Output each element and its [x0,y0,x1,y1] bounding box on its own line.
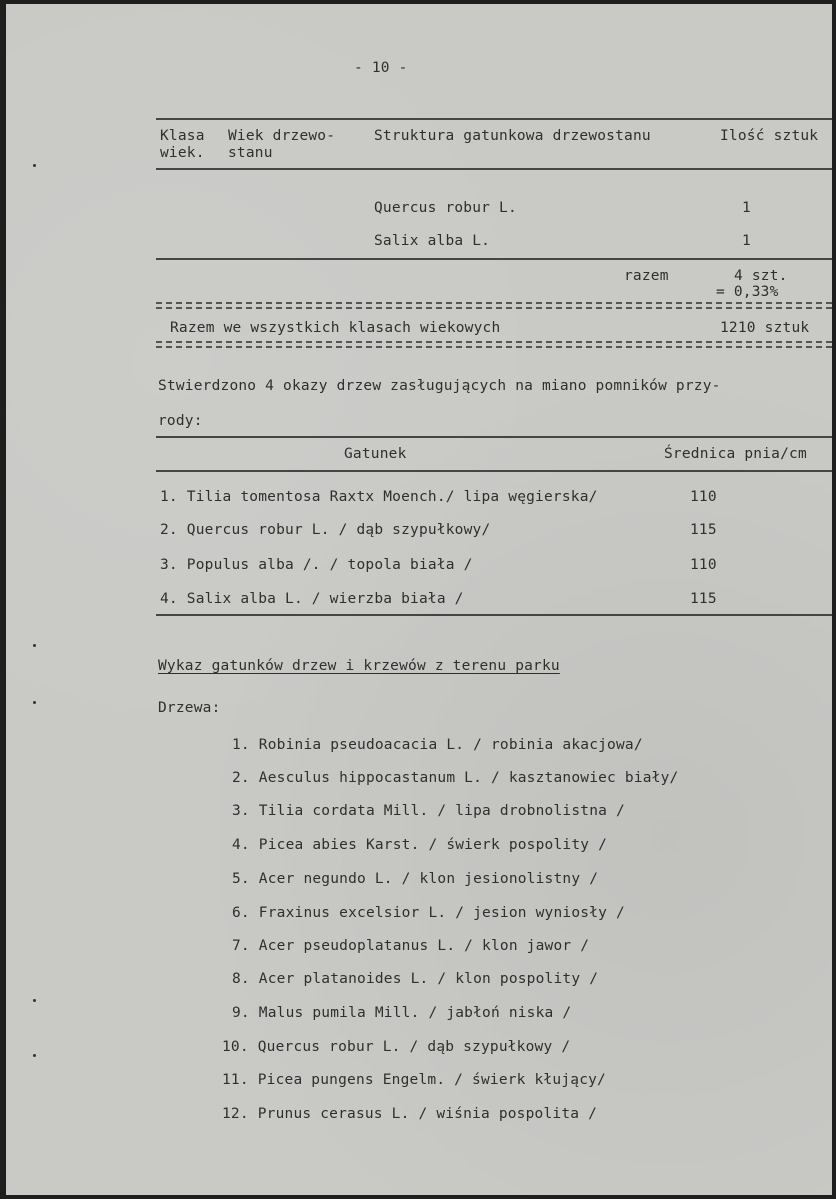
list-item: 11. Picea pungens Engelm. / świerk kłujący/ [222,1072,606,1088]
table-top-rule [156,118,832,120]
grand-total-value: 1210 sztuk [720,320,810,336]
list-item: 8. Acer platanoides L. / klon pospolity / [232,971,599,987]
monuments-text-line2: rody: [158,413,203,429]
list-item: 3. Tilia cordata Mill. / lipa drobnolistna / [232,803,625,819]
table-row-species: Quercus robur L. [374,200,517,216]
list-title: Wykaz gatunków drzew i krzewów z terenu parku [158,658,560,674]
list-item: 4. Picea abies Karst. / świerk pospolity / [232,837,608,853]
subtotal-value: 4 szt. [734,268,788,284]
list-item: 9. Malus pumila Mill. / jabłoń niska / [232,1005,572,1021]
double-rule-bottom [156,341,832,343]
rows-rule [156,258,832,260]
table-row-count: 1 [742,233,751,249]
subtotal-percent: = 0,33% [716,284,779,300]
header-stand-age-2: stanu [228,145,273,161]
margin-dot [33,164,36,167]
table-row-count: 1 [742,200,751,216]
header-structure: Struktura gatunkowa drzewostanu [374,128,651,144]
margin-dot [33,701,36,704]
list-item: 7. Acer pseudoplatanus L. / klon jawor / [232,938,590,954]
trees-label: Drzewa: [158,700,221,716]
monuments-header-species: Gatunek [344,446,407,462]
header-age-class-2: wiek. [160,145,205,161]
monument-row: 3. Populus alba /. / topola biała / [160,557,473,573]
margin-dot [33,1054,36,1057]
monument-row-diameter: 115 [690,522,717,538]
list-item: 10. Quercus robur L. / dąb szypułkowy / [222,1039,571,1055]
list-item: 12. Prunus cerasus L. / wiśnia pospolita / [222,1106,598,1122]
monument-row: 2. Quercus robur L. / dąb szypułkowy/ [160,522,491,538]
monuments-header-diameter: Średnica pnia/cm [664,446,807,462]
monument-row: 4. Salix alba L. / wierzba biała / [160,591,464,607]
monument-row: 1. Tilia tomentosa Raxtx Moench./ lipa węgierska/ [160,489,598,505]
header-stand-age-1: Wiek drzewo- [228,128,336,144]
table-row-species: Salix alba L. [374,233,491,249]
list-item: 5. Acer negundo L. / klon jesionolistny / [232,871,599,887]
monument-row-diameter: 110 [690,557,717,573]
header-rule [156,168,832,170]
double-rule-bottom-2 [156,346,832,348]
header-count: Ilość sztuk [720,128,819,144]
monuments-header-rule [156,470,832,472]
double-rule-top [156,302,832,304]
monument-row-diameter: 110 [690,489,717,505]
subtotal-label: razem [624,268,669,284]
header-age-class-1: Klasa [160,128,205,144]
grand-total-label: Razem we wszystkich klasach wiekowych [170,320,501,336]
list-item: 2. Aesculus hippocastanum L. / kasztanowiec biały/ [232,770,679,786]
monuments-bottom-rule [156,614,832,616]
monument-row-diameter: 115 [690,591,717,607]
page-number: - 10 - [354,60,408,76]
document-page [6,4,832,1195]
monuments-table-top-rule [156,436,832,438]
monuments-text-line1: Stwierdzono 4 okazy drzew zasługujących na miano pomników przy- [158,378,721,394]
list-item: 1. Robinia pseudoacacia L. / robinia akacjowa/ [232,737,643,753]
list-item: 6. Fraxinus excelsior L. / jesion wyniosły / [232,905,625,921]
double-rule-top-2 [156,307,832,309]
margin-dot [33,644,36,647]
margin-dot [33,999,36,1002]
